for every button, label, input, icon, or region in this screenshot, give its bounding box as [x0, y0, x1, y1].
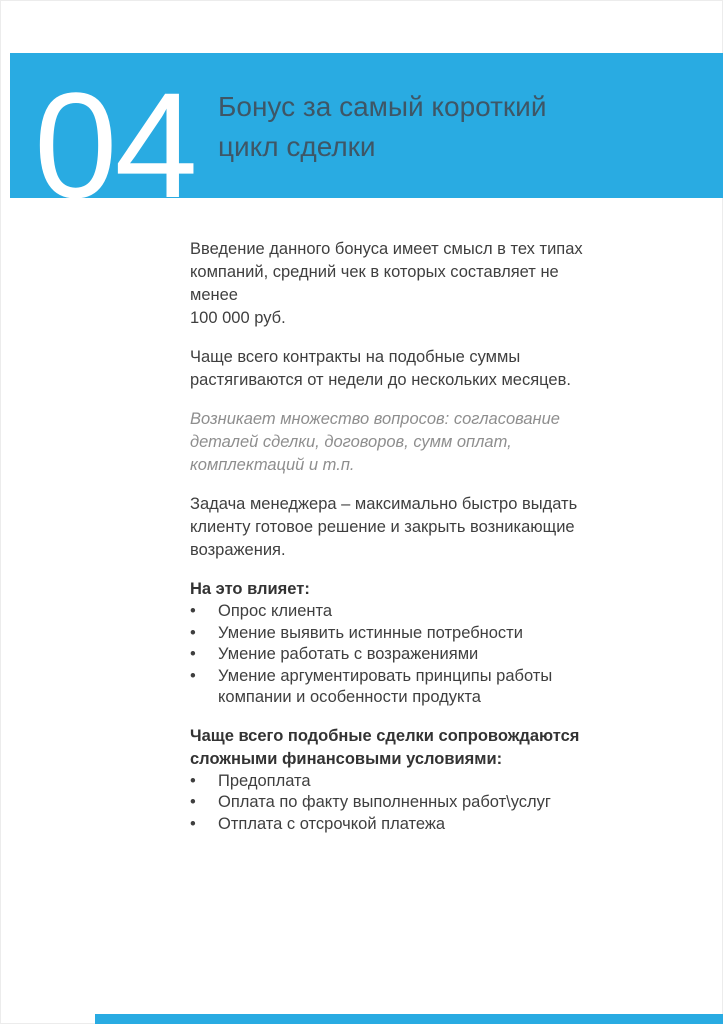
list-item-text [218, 623, 523, 645]
list-item [190, 814, 610, 836]
text-line: Умение работать с возражениями [218, 645, 479, 663]
slide-content [190, 238, 610, 851]
slide-title-line: Бонус за самый короткий [218, 91, 547, 122]
paragraph-questions-italic [190, 408, 610, 477]
text-line: Возникает множество вопросов: согласование [190, 410, 560, 428]
text-line: сложными финансовыми условиями: [190, 749, 503, 768]
text-line: Умение выявить истинные потребности [218, 623, 523, 642]
text-line: возражения. [190, 541, 286, 559]
text-line: Опрос клиента [218, 602, 333, 620]
paragraph-contracts [190, 346, 610, 392]
text-line: Введение данного бонуса имеет смысл в тех типах [190, 240, 583, 258]
bullet-icon: • [190, 602, 196, 620]
list1-heading: На это влияет: [190, 580, 310, 598]
bullet-icon: • [190, 771, 196, 790]
list2 [190, 771, 610, 836]
text-line: Предоплата [218, 771, 311, 790]
bullet-icon: • [190, 793, 196, 811]
slide-title [218, 87, 546, 167]
list-item [190, 644, 610, 666]
text-line: деталей сделки, договоров, сумм оплат, [190, 433, 512, 451]
text-line: комплектаций и т.п. [190, 456, 355, 474]
list1 [190, 601, 610, 709]
list-item [190, 623, 610, 645]
text-line: Чаще всего контракты на подобные суммы [190, 348, 521, 366]
list-item-text [218, 601, 332, 623]
list-item [190, 792, 610, 814]
text-line: компании и особенности продукта [218, 688, 481, 706]
bullet-icon: • [190, 666, 196, 685]
header-band [10, 53, 723, 229]
text-line: Чаще всего подобные сделки сопровождаются [190, 726, 580, 745]
text-line: 100 000 руб. [190, 309, 286, 327]
paragraph-intro [190, 238, 610, 330]
bullet-icon: • [190, 814, 196, 833]
bullet-icon: • [190, 645, 196, 663]
bullet-icon: • [190, 623, 196, 642]
list-item-text [218, 792, 551, 814]
list-item [190, 666, 610, 709]
list-item [190, 601, 610, 623]
text-line: клиенту готовое решение и закрыть возникающие [190, 518, 575, 536]
text-line: Отплата с отсрочкой платежа [218, 814, 446, 833]
slide-title-line: цикл сделки [218, 131, 376, 162]
list-item-text [218, 666, 552, 709]
text-line: растягиваются от недели до нескольких месяцев. [190, 371, 571, 389]
list-item-text [218, 771, 311, 793]
footer-accent-bar [95, 1014, 723, 1024]
text-line: компаний, средний чек в которых составляет не менее [190, 263, 559, 304]
paragraph-manager-task [190, 493, 610, 562]
text-line: Задача менеджера – максимально быстро выдать [190, 495, 578, 513]
slide-number: 04 [34, 61, 195, 229]
text-line: Умение аргументировать принципы работы [218, 666, 553, 685]
text-line: Оплата по факту выполненных работ\услуг [218, 793, 551, 811]
list-item-text [218, 644, 478, 666]
list-item-text [218, 814, 445, 836]
list2-heading [190, 725, 610, 771]
list-item [190, 771, 610, 793]
